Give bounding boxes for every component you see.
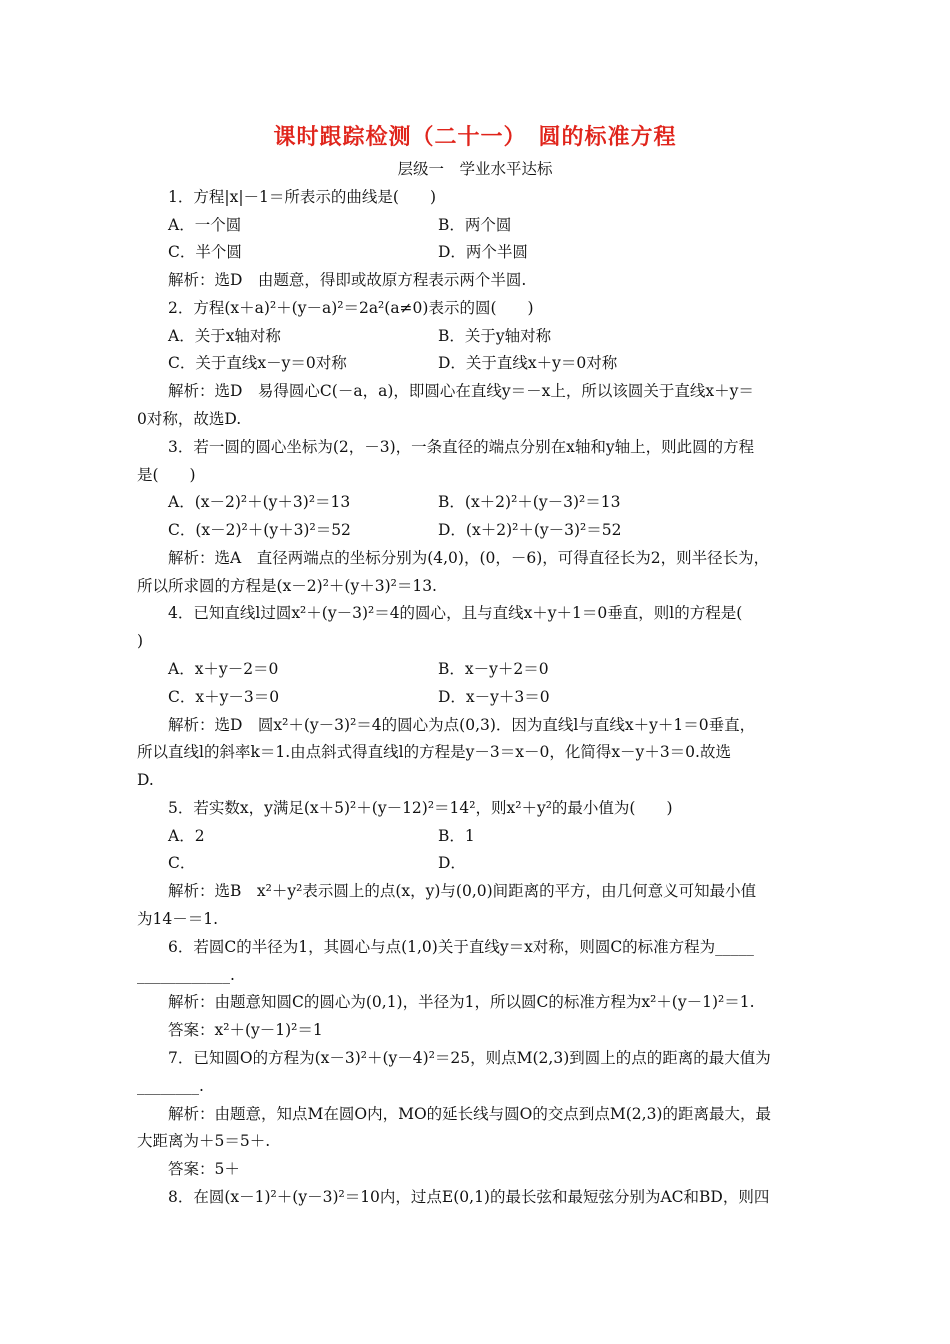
text-line: 解析：由题意，知点M在圆O内，MO的延长线与圆O的交点到点M(2,3)的距离最大，最 (168, 1105, 771, 1123)
text-line: D．关于直线x＋y＝0对称 (438, 354, 618, 372)
text-line: 解析：选D 圆x²＋(y－3)²＝4的圆心为点(0,3)．因为直线l与直线x＋y＋1＝0垂直， (168, 716, 756, 734)
text-line: 是( ) (137, 466, 196, 484)
text-line: 解析：选A 直径两端点的坐标分别为(4,0)，(0，－6)，可得直径长为2，则半径长为， (168, 549, 770, 567)
text-line: D. (137, 771, 154, 789)
text-line: 大距离为＋5＝5＋. (137, 1132, 271, 1150)
text-line: 1．方程|x|－1＝所表示的曲线是( ) (168, 188, 437, 206)
text-line: 2．方程(x＋a)²＋(y－a)²＝2a²(a≠0)表示的圆( ) (168, 299, 534, 317)
text-line: 解析：选D 由题意，得即或故原方程表示两个半圆. (168, 271, 527, 289)
text-line: 答案：5＋ (168, 1160, 240, 1178)
text-line: 3．若一圆的圆心坐标为(2，－3)，一条直径的端点分别在x轴和y轴上，则此圆的方程 (168, 438, 755, 456)
text-line: B．x－y＋2＝0 (438, 660, 549, 678)
text-line: ) (137, 632, 144, 650)
text-line: 所以直线l的斜率k＝1.由点斜式得直线l的方程是y－3＝x－0，化简得x－y＋3＝0.故选 (137, 743, 731, 761)
text-line: B．两个圆 (438, 216, 512, 234)
text-line: ____________. (137, 966, 235, 984)
text-line: ________. (137, 1077, 204, 1095)
text-line: 0对称，故选D. (137, 410, 242, 428)
text-line: 解析：由题意知圆C的圆心为(0,1)，半径为1，所以圆C的标准方程为x²＋(y－1)²＝1. (168, 993, 755, 1011)
text-line: B．(x＋2)²＋(y－3)²＝13 (438, 493, 621, 511)
section-subtitle: 层级一 学业水平达标 (397, 160, 553, 178)
text-line: A．(x－2)²＋(y＋3)²＝13 (168, 493, 351, 511)
page-title: 课时跟踪检测（二十一） 圆的标准方程 (273, 125, 677, 150)
text-line: C．关于直线x－y＝0对称 (168, 354, 347, 372)
text-line: D．(x＋2)²＋(y－3)²＝52 (438, 521, 622, 539)
text-line: 4．已知直线l过圆x²＋(y－3)²＝4的圆心，且与直线x＋y＋1＝0垂直，则l的方程是( (168, 604, 743, 622)
text-line: 解析：选B x²＋y²表示圆上的点(x，y)与(0,0)间距离的平方，由几何意义可知最小值 (168, 882, 757, 900)
text-line: D．两个半圆 (438, 243, 528, 261)
text-line: C．x＋y－3＝0 (168, 688, 280, 706)
text-line: A．2 (168, 827, 205, 845)
text-line: C．(x－2)²＋(y＋3)²＝52 (168, 521, 351, 539)
text-line: A．一个圆 (168, 216, 242, 234)
text-line: A．x＋y－2＝0 (168, 660, 279, 678)
text-line: 7．已知圆O的方程为(x－3)²＋(y－4)²＝25，则点M(2,3)到圆上的点的距离的最大值为 (168, 1049, 771, 1067)
text-line: 5．若实数x，y满足(x＋5)²＋(y－12)²＝14²，则x²＋y²的最小值为( ) (168, 799, 673, 817)
text-line: B．1 (438, 827, 475, 845)
text-line: B．关于y轴对称 (438, 327, 552, 345)
text-line: 6．若圆C的半径为1，其圆心与点(1,0)关于直线y＝x对称，则圆C的标准方程为_____ (168, 938, 754, 956)
text-line: A．关于x轴对称 (168, 327, 281, 345)
text-line: 答案：x²＋(y－1)²＝1 (168, 1021, 323, 1039)
text-line: 8．在圆(x－1)²＋(y－3)²＝10内，过点E(0,1)的最长弦和最短弦分别为AC和BD，则四 (168, 1188, 770, 1206)
text-line: 解析：选D 易得圆心C(－a，a)，即圆心在直线y＝－x上，所以该圆关于直线x＋y＝ (168, 382, 754, 400)
text-line: D．x－y＋3＝0 (438, 688, 550, 706)
text-line: 为14－＝1. (137, 910, 219, 928)
text-line: C． (168, 854, 196, 872)
text-line: 所以所求圆的方程是(x－2)²＋(y＋3)²＝13. (137, 577, 437, 595)
text-line: C．半个圆 (168, 243, 242, 261)
text-line: D． (438, 854, 466, 872)
